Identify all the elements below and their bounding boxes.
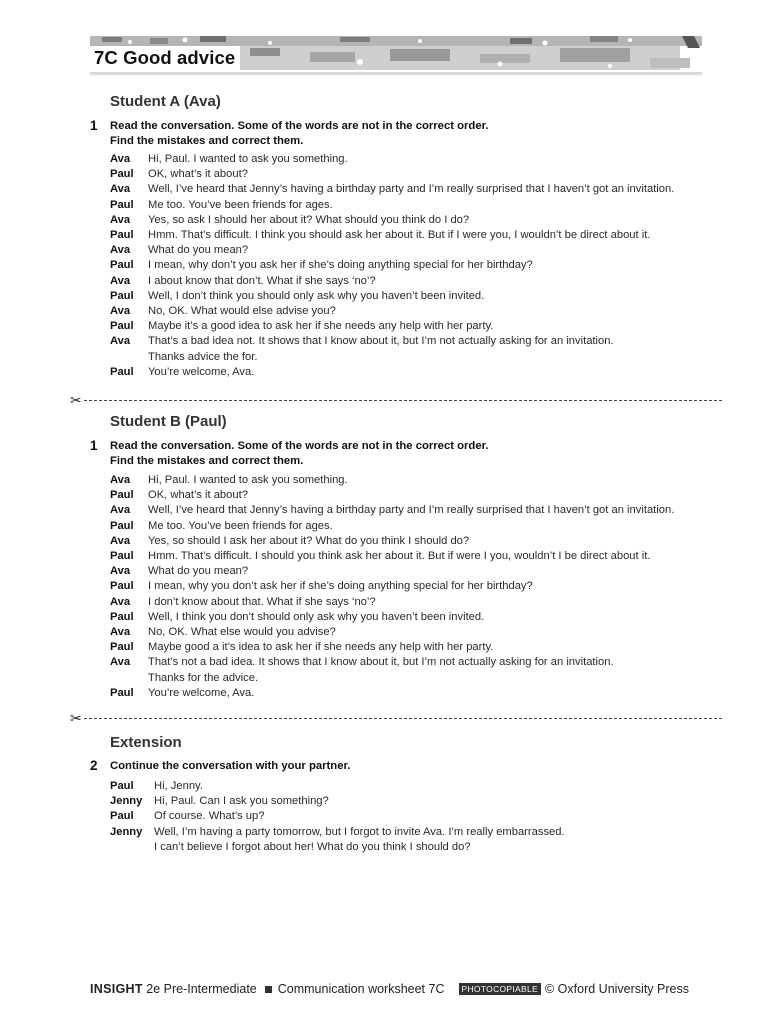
dialogue-line — [110, 655, 674, 670]
cut-line — [70, 393, 722, 407]
speaker: Paul — [110, 686, 134, 699]
speaker: Paul — [110, 365, 134, 378]
dialogue-line — [110, 579, 674, 594]
dialogue-line — [110, 625, 674, 640]
student-b-dialogue — [110, 473, 674, 701]
speaker: Ava — [110, 626, 131, 639]
utterance: Well, I think you don’t should only ask why you haven’t been invited. — [148, 610, 485, 623]
student-b-heading-wrap — [110, 413, 227, 430]
speaker: Paul — [110, 320, 134, 333]
student-b-task-number: 1 — [90, 438, 98, 453]
dialogue-line — [110, 167, 674, 182]
student-b-heading: Student B (Paul) — [110, 413, 227, 430]
speaker: Paul — [110, 168, 134, 181]
speaker — [110, 350, 148, 365]
instruction-line: Read the conversation. Some of the words are not in the correct order. — [110, 440, 489, 452]
student-a-task-number: 1 — [90, 118, 98, 133]
utterance: I can’t believe I forgot about her! What do you think I should do? — [154, 840, 471, 853]
speaker: Paul — [110, 610, 134, 623]
dialogue-line — [110, 258, 674, 273]
cut-line — [70, 711, 722, 725]
utterance: That’s a bad idea not. It shows that I know about it, but I’m not actually asking for an invitation. — [148, 335, 614, 348]
utterance: You’re welcome, Ava. — [148, 365, 255, 378]
dialogue-line — [110, 779, 565, 794]
utterance: Well, I don’t think you should only ask why you haven’t been invited. — [148, 289, 485, 302]
utterance: I don’t know about that. What if she says ‘no’? — [148, 595, 376, 608]
speaker: Ava — [110, 183, 131, 196]
dialogue-line — [110, 840, 565, 855]
utterance: Me too. You’ve been friends for ages. — [148, 198, 333, 211]
utterance: You’re welcome, Ava. — [148, 686, 255, 699]
dialogue-line — [110, 274, 674, 289]
utterance: Of course. What’s up? — [154, 810, 265, 823]
instruction-line: Find the mistakes and correct them. — [110, 455, 304, 468]
dialogue-line — [110, 809, 565, 824]
worksheet-label: Communication worksheet 7C — [277, 982, 445, 996]
utterance: Hi, Paul. I wanted to ask you something. — [148, 153, 348, 165]
utterance: Hmm. That’s difficult. I should you think ask her about it. But if were I you, wouldn’t I be direct about it. — [148, 550, 651, 563]
dialogue-line — [110, 640, 674, 655]
utterance: OK, what’s it about? — [148, 489, 248, 502]
utterance: Thanks advice the for. — [148, 350, 258, 363]
utterance: Well, I’m having a party tomorrow, but I forgot to invite Ava. I’m really embarrassed. — [154, 825, 565, 838]
utterance: I mean, why you don’t ask her if she’s doing anything special for her birthday? — [148, 580, 533, 593]
speaker: Ava — [110, 474, 131, 486]
speaker: Ava — [110, 153, 131, 165]
speaker: Paul — [110, 489, 134, 502]
instruction-line: Find the mistakes and correct them. — [110, 135, 304, 148]
utterance: That’s not a bad idea. It shows that I know about it, but I’m not actually asking for an invitation. — [148, 656, 614, 669]
dialogue-line — [110, 350, 674, 365]
speaker: Paul — [110, 289, 134, 302]
square-bullet-icon — [265, 986, 272, 993]
extension-dialogue — [110, 779, 565, 855]
dialogue-line — [110, 319, 674, 334]
utterance: No, OK. What else would you advise? — [148, 626, 336, 639]
dialogue-line — [110, 825, 565, 840]
utterance: What do you mean? — [148, 244, 249, 257]
speaker: Ava — [110, 534, 131, 547]
speaker: Paul — [110, 810, 134, 823]
speaker: Jenny — [110, 825, 143, 838]
dialogue-line — [110, 334, 674, 349]
utterance: Yes, so should I ask her about it? What do you think I should do? — [148, 534, 470, 547]
scissors-icon: ✂ — [70, 710, 82, 726]
dialogue-line — [110, 198, 674, 213]
speaker: Ava — [110, 274, 131, 287]
dialogue-line — [110, 213, 674, 228]
speaker: Ava — [110, 656, 131, 669]
dialogue-line — [110, 686, 674, 701]
utterance: Maybe it’s a good idea to ask her if she needs any help with her party. — [148, 320, 494, 333]
dialogue-line — [110, 243, 674, 258]
dialogue-line — [110, 595, 674, 610]
speaker: Ava — [110, 504, 131, 517]
photocopiable-badge: PHOTOCOPIABLE — [459, 983, 542, 995]
speaker: Ava — [110, 213, 131, 226]
utterance: Well, I’ve heard that Jenny’s having a birthday party and I’m really surprised that I haven’t got an invitation. — [148, 504, 675, 517]
title-banner — [90, 34, 702, 80]
student-a-heading-wrap — [110, 93, 221, 110]
dialogue-line — [110, 365, 674, 380]
course-name: 2e Pre-Intermediate — [142, 982, 257, 996]
speaker: Jenny — [110, 795, 143, 808]
student-a-instructions — [110, 119, 489, 150]
dialogue-line — [110, 228, 674, 243]
student-b-instructions — [110, 439, 489, 470]
utterance: What do you mean? — [148, 565, 249, 578]
speaker: Ava — [110, 595, 131, 608]
speaker: Paul — [110, 780, 134, 792]
speaker: Paul — [110, 259, 134, 272]
dialogue-line — [110, 671, 674, 686]
dialogue-line — [110, 564, 674, 579]
dashed-divider — [84, 400, 722, 401]
dialogue-line — [110, 289, 674, 304]
extension-heading-wrap — [110, 734, 182, 751]
dialogue-line — [110, 794, 565, 809]
speaker: Paul — [110, 580, 134, 593]
instruction-line: Read the conversation. Some of the words are not in the correct order. — [110, 120, 489, 132]
utterance: OK, what’s it about? — [148, 168, 248, 181]
utterance: I mean, why don’t you ask her if she’s doing anything special for her birthday? — [148, 259, 533, 272]
utterance: Hi, Paul. I wanted to ask you something. — [148, 474, 348, 486]
dialogue-line — [110, 304, 674, 319]
utterance: Me too. You’ve been friends for ages. — [148, 519, 333, 532]
utterance: Hi, Jenny. — [154, 780, 203, 792]
extension-task-number: 2 — [90, 758, 98, 773]
dashed-divider — [84, 718, 722, 719]
speaker — [110, 671, 148, 686]
speaker — [110, 840, 154, 855]
dialogue-line — [110, 182, 674, 197]
utterance: I about know that don’t. What if she says ‘no’? — [148, 274, 376, 287]
page-footer — [90, 982, 689, 996]
speaker: Ava — [110, 244, 131, 257]
dialogue-line — [110, 488, 674, 503]
speaker: Ava — [110, 305, 131, 318]
page-title: 7C Good advice — [94, 47, 236, 68]
utterance: Hmm. That’s difficult. I think you should ask her about it. But if I were you, I wouldn’t be direct about it. — [148, 229, 651, 242]
speaker: Paul — [110, 641, 134, 654]
speaker: Paul — [110, 519, 134, 532]
utterance: Maybe good a it’s idea to ask her if she needs any help with her party. — [148, 641, 494, 654]
extension-heading: Extension — [110, 734, 182, 751]
scissors-icon: ✂ — [70, 392, 82, 408]
dialogue-line — [110, 152, 674, 167]
speaker: Paul — [110, 229, 134, 242]
utterance: Hi, Paul. Can I ask you something? — [154, 795, 329, 808]
dialogue-line — [110, 534, 674, 549]
extension-instruction: Continue the conversation with your partner. — [110, 760, 351, 772]
speaker: Ava — [110, 335, 131, 348]
student-a-dialogue — [110, 152, 674, 380]
dialogue-line — [110, 549, 674, 564]
publisher: © Oxford University Press — [545, 982, 689, 996]
dialogue-line — [110, 503, 674, 518]
brand-name: INSIGHT — [90, 982, 143, 996]
utterance: Yes, so ask I should her about it? What should you think do I do? — [148, 213, 470, 226]
speaker: Paul — [110, 550, 134, 563]
student-a-heading: Student A (Ava) — [110, 93, 221, 110]
speaker: Ava — [110, 565, 131, 578]
utterance: Well, I’ve heard that Jenny’s having a birthday party and I’m really surprised that I haven’t got an invitation. — [148, 183, 675, 196]
dialogue-line — [110, 473, 674, 488]
dialogue-line — [110, 610, 674, 625]
speaker: Paul — [110, 198, 134, 211]
utterance: No, OK. What would else advise you? — [148, 305, 336, 318]
utterance: Thanks for the advice. — [148, 671, 259, 684]
dialogue-line — [110, 519, 674, 534]
